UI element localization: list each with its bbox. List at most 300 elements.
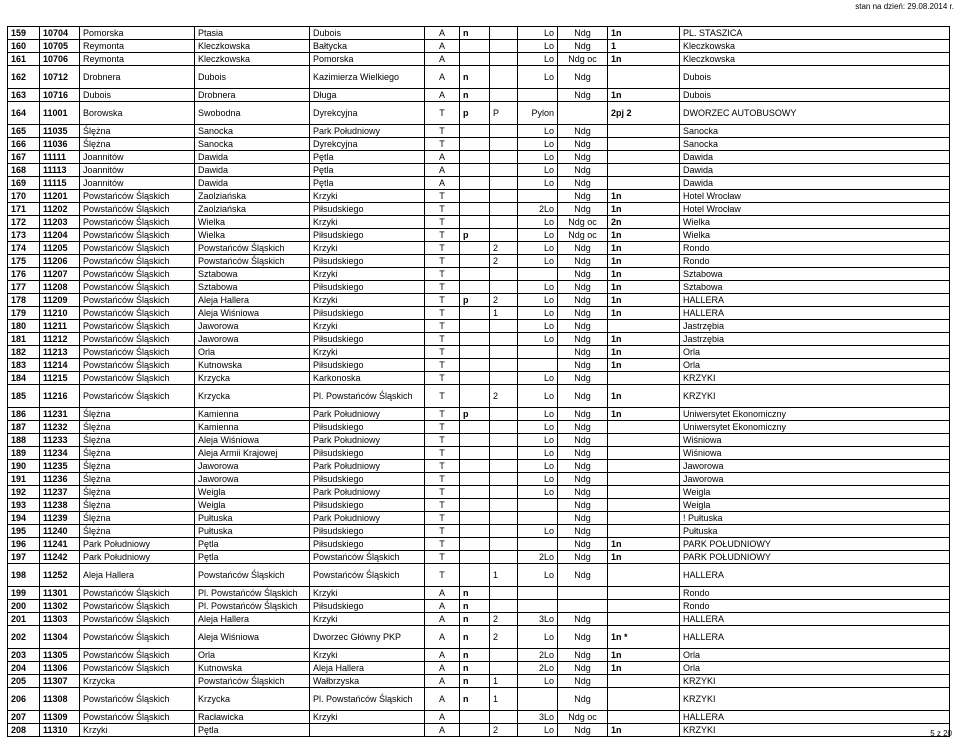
- cell-street: Ślężna: [80, 408, 195, 421]
- cell-lo: Lo: [518, 53, 558, 66]
- cell-type: T: [425, 359, 460, 372]
- cell-lo: 3Lo: [518, 711, 558, 724]
- cell-p-flag: [490, 600, 518, 613]
- table-row: [8, 89, 950, 102]
- cell-stop-name: Rondo: [680, 587, 950, 600]
- cell-type: T: [425, 473, 460, 486]
- cell-row-number: 164: [8, 102, 40, 125]
- cell-row-number: 207: [8, 711, 40, 724]
- cell-p-flag: [490, 216, 518, 229]
- cell-count: [608, 125, 680, 138]
- cell-street: Ślężna: [80, 512, 195, 525]
- cell-count: 1n: [608, 649, 680, 662]
- cell-direction: Krzyki: [310, 320, 425, 333]
- cell-stop-name: Pułtuska: [680, 525, 950, 538]
- cell-stop-code: 11305: [40, 649, 80, 662]
- cell-stop-name: Wielka: [680, 216, 950, 229]
- cell-count: 1n: [608, 307, 680, 320]
- cell-row-number: 170: [8, 190, 40, 203]
- cell-stop-name: Kleczkowska: [680, 40, 950, 53]
- cell-stop-name: Wielka: [680, 229, 950, 242]
- cell-stop-name: KRZYKI: [680, 724, 950, 737]
- table-row: [8, 27, 950, 40]
- cell-ndg: Ndg: [558, 688, 608, 711]
- cell-count: [608, 525, 680, 538]
- cell-stop-code: 11036: [40, 138, 80, 151]
- cell-row-number: 162: [8, 66, 40, 89]
- cell-lo: Lo: [518, 125, 558, 138]
- cell-row-number: 189: [8, 447, 40, 460]
- cell-type: T: [425, 102, 460, 125]
- cell-p-flag: [490, 229, 518, 242]
- cell-count: 1n: [608, 89, 680, 102]
- cell-count: [608, 675, 680, 688]
- cell-n-flag: n: [460, 613, 490, 626]
- cell-stop-name: Dawida: [680, 177, 950, 190]
- cell-stop-name: Dubois: [680, 89, 950, 102]
- cell-street: Aleja Hallera: [80, 564, 195, 587]
- cell-lo: Lo: [518, 216, 558, 229]
- cell-lo: 2Lo: [518, 203, 558, 216]
- table-row: [8, 346, 950, 359]
- cell-row-number: 194: [8, 512, 40, 525]
- cell-stop-name: Orla: [680, 649, 950, 662]
- cell-cross-street: Kamienna: [195, 408, 310, 421]
- cell-lo: [518, 499, 558, 512]
- cell-ndg: Ndg: [558, 27, 608, 40]
- cell-ndg: Ndg: [558, 164, 608, 177]
- cell-p-flag: [490, 320, 518, 333]
- cell-count: 1n: [608, 229, 680, 242]
- cell-row-number: 196: [8, 538, 40, 551]
- cell-n-flag: [460, 242, 490, 255]
- cell-stop-name: Hotel Wrocław: [680, 190, 950, 203]
- cell-lo: Lo: [518, 27, 558, 40]
- cell-street: Powstańców Śląskich: [80, 626, 195, 649]
- cell-p-flag: [490, 649, 518, 662]
- cell-row-number: 179: [8, 307, 40, 320]
- cell-n-flag: [460, 177, 490, 190]
- cell-count: [608, 600, 680, 613]
- cell-n-flag: [460, 473, 490, 486]
- table-row: [8, 486, 950, 499]
- cell-count: 1n: [608, 294, 680, 307]
- cell-ndg: Ndg: [558, 421, 608, 434]
- cell-count: 1n: [608, 333, 680, 346]
- cell-direction: Dyrekcyjna: [310, 138, 425, 151]
- cell-street: Powstańców Śląskich: [80, 372, 195, 385]
- table-row: [8, 102, 950, 125]
- cell-count: [608, 447, 680, 460]
- cell-row-number: 188: [8, 434, 40, 447]
- cell-n-flag: [460, 551, 490, 564]
- cell-count: [608, 512, 680, 525]
- cell-stop-name: Sztabowa: [680, 268, 950, 281]
- cell-ndg: Ndg: [558, 434, 608, 447]
- cell-direction: Krzyki: [310, 190, 425, 203]
- table-row: [8, 675, 950, 688]
- cell-lo: Lo: [518, 229, 558, 242]
- cell-count: [608, 372, 680, 385]
- table-row: [8, 125, 950, 138]
- cell-ndg: Ndg: [558, 307, 608, 320]
- cell-direction: Piłsudskiego: [310, 600, 425, 613]
- cell-cross-street: Jaworowa: [195, 320, 310, 333]
- cell-lo: Lo: [518, 66, 558, 89]
- cell-row-number: 192: [8, 486, 40, 499]
- cell-lo: Lo: [518, 177, 558, 190]
- cell-p-flag: 1: [490, 675, 518, 688]
- cell-count: [608, 66, 680, 89]
- cell-stop-name: Rondo: [680, 600, 950, 613]
- table-row: [8, 255, 950, 268]
- cell-direction: Park Południowy: [310, 125, 425, 138]
- cell-lo: 2Lo: [518, 649, 558, 662]
- cell-cross-street: Aleja Wiśniowa: [195, 626, 310, 649]
- cell-stop-name: Orla: [680, 346, 950, 359]
- cell-street: Joannitów: [80, 151, 195, 164]
- cell-p-flag: [490, 53, 518, 66]
- cell-street: Powstańców Śląskich: [80, 359, 195, 372]
- cell-p-flag: [490, 512, 518, 525]
- cell-type: T: [425, 408, 460, 421]
- cell-street: Ślężna: [80, 434, 195, 447]
- cell-lo: [518, 538, 558, 551]
- date-note: stan na dzień: 29.08.2014 r.: [855, 2, 954, 11]
- cell-n-flag: [460, 40, 490, 53]
- cell-n-flag: [460, 333, 490, 346]
- cell-row-number: 201: [8, 613, 40, 626]
- cell-stop-code: 11233: [40, 434, 80, 447]
- cell-lo: Lo: [518, 408, 558, 421]
- cell-p-flag: [490, 346, 518, 359]
- cell-lo: Lo: [518, 151, 558, 164]
- cell-n-flag: [460, 447, 490, 460]
- cell-p-flag: [490, 203, 518, 216]
- cell-direction: Długa: [310, 89, 425, 102]
- cell-cross-street: Kutnowska: [195, 662, 310, 675]
- cell-ndg: Ndg oc: [558, 53, 608, 66]
- cell-p-flag: [490, 27, 518, 40]
- cell-p-flag: 1: [490, 307, 518, 320]
- table-row: [8, 587, 950, 600]
- cell-ndg: Ndg oc: [558, 216, 608, 229]
- cell-type: T: [425, 294, 460, 307]
- cell-row-number: 161: [8, 53, 40, 66]
- table-row: [8, 320, 950, 333]
- cell-n-flag: [460, 125, 490, 138]
- cell-ndg: Ndg: [558, 66, 608, 89]
- cell-stop-code: 11238: [40, 499, 80, 512]
- table-row: [8, 473, 950, 486]
- cell-direction: Krzyki: [310, 294, 425, 307]
- cell-stop-code: 11307: [40, 675, 80, 688]
- cell-count: [608, 688, 680, 711]
- cell-street: Powstańców Śląskich: [80, 649, 195, 662]
- cell-direction: Krzyki: [310, 346, 425, 359]
- cell-row-number: 186: [8, 408, 40, 421]
- cell-ndg: Ndg: [558, 564, 608, 587]
- table-row: [8, 525, 950, 538]
- table-row: [8, 434, 950, 447]
- cell-ndg: Ndg oc: [558, 711, 608, 724]
- cell-row-number: 184: [8, 372, 40, 385]
- cell-count: [608, 434, 680, 447]
- cell-direction: Krzyki: [310, 649, 425, 662]
- cell-stop-name: KRZYKI: [680, 372, 950, 385]
- cell-stop-name: Dawida: [680, 164, 950, 177]
- cell-type: A: [425, 164, 460, 177]
- cell-p-flag: 2: [490, 242, 518, 255]
- cell-ndg: Ndg: [558, 359, 608, 372]
- cell-count: 1n: [608, 724, 680, 737]
- cell-row-number: 173: [8, 229, 40, 242]
- cell-stop-name: Rondo: [680, 242, 950, 255]
- cell-lo: [518, 359, 558, 372]
- cell-count: 1n: [608, 242, 680, 255]
- cell-ndg: Ndg: [558, 538, 608, 551]
- cell-count: [608, 711, 680, 724]
- cell-ndg: Ndg: [558, 662, 608, 675]
- cell-n-flag: [460, 268, 490, 281]
- cell-cross-street: Racławicka: [195, 711, 310, 724]
- cell-p-flag: 2: [490, 294, 518, 307]
- cell-row-number: 181: [8, 333, 40, 346]
- table-row: [8, 711, 950, 724]
- table-row: [8, 359, 950, 372]
- table-body: [8, 27, 950, 737]
- cell-type: A: [425, 724, 460, 737]
- cell-lo: Lo: [518, 460, 558, 473]
- cell-stop-code: 11210: [40, 307, 80, 320]
- cell-street: Powstańców Śląskich: [80, 190, 195, 203]
- cell-lo: Lo: [518, 320, 558, 333]
- table-row: [8, 613, 950, 626]
- cell-p-flag: [490, 138, 518, 151]
- cell-cross-street: Pętla: [195, 538, 310, 551]
- cell-cross-street: Swobodna: [195, 102, 310, 125]
- cell-ndg: [558, 102, 608, 125]
- cell-lo: [518, 600, 558, 613]
- cell-lo: [518, 89, 558, 102]
- cell-cross-street: Kutnowska: [195, 359, 310, 372]
- cell-street: Ślężna: [80, 447, 195, 460]
- cell-stop-name: Jaworowa: [680, 473, 950, 486]
- cell-n-flag: [460, 372, 490, 385]
- table-row: [8, 40, 950, 53]
- cell-direction: Piłsudskiego: [310, 359, 425, 372]
- table-row: [8, 649, 950, 662]
- cell-direction: Park Południowy: [310, 434, 425, 447]
- cell-stop-code: 11216: [40, 385, 80, 408]
- cell-p-flag: 2: [490, 385, 518, 408]
- table-row: [8, 564, 950, 587]
- cell-row-number: 198: [8, 564, 40, 587]
- cell-stop-code: 11309: [40, 711, 80, 724]
- cell-stop-name: DWORZEC AUTOBUSOWY: [680, 102, 950, 125]
- cell-direction: Piłsudskiego: [310, 229, 425, 242]
- cell-stop-code: 11211: [40, 320, 80, 333]
- cell-type: T: [425, 551, 460, 564]
- cell-stop-code: 11001: [40, 102, 80, 125]
- cell-cross-street: Zaolziańska: [195, 203, 310, 216]
- cell-count: 1n: [608, 268, 680, 281]
- cell-ndg: Ndg: [558, 294, 608, 307]
- cell-row-number: 166: [8, 138, 40, 151]
- cell-street: Krzycka: [80, 675, 195, 688]
- cell-ndg: Ndg: [558, 125, 608, 138]
- cell-stop-name: Dawida: [680, 151, 950, 164]
- cell-ndg: [558, 587, 608, 600]
- cell-stop-code: 10706: [40, 53, 80, 66]
- cell-lo: Lo: [518, 372, 558, 385]
- table-row: [8, 662, 950, 675]
- cell-n-flag: [460, 164, 490, 177]
- table-row: [8, 447, 950, 460]
- page-number: 5 z 20: [930, 729, 952, 738]
- cell-p-flag: [490, 499, 518, 512]
- cell-p-flag: [490, 662, 518, 675]
- cell-direction: Pl. Powstańców Śląskich: [310, 688, 425, 711]
- cell-row-number: 165: [8, 125, 40, 138]
- cell-street: Ślężna: [80, 486, 195, 499]
- cell-lo: 3Lo: [518, 613, 558, 626]
- cell-stop-name: PL. STASZICA: [680, 27, 950, 40]
- cell-stop-name: HALLERA: [680, 307, 950, 320]
- cell-direction: Krzyki: [310, 587, 425, 600]
- cell-count: [608, 164, 680, 177]
- cell-p-flag: 2: [490, 626, 518, 649]
- cell-n-flag: p: [460, 408, 490, 421]
- table-row: [8, 190, 950, 203]
- cell-direction: Piłsudskiego: [310, 333, 425, 346]
- cell-cross-street: Powstańców Śląskich: [195, 675, 310, 688]
- cell-street: Ślężna: [80, 138, 195, 151]
- cell-ndg: Ndg: [558, 320, 608, 333]
- cell-row-number: 208: [8, 724, 40, 737]
- cell-stop-name: Uniwersytet Ekonomiczny: [680, 408, 950, 421]
- cell-ndg: Ndg: [558, 525, 608, 538]
- cell-type: T: [425, 268, 460, 281]
- cell-count: 1n: [608, 203, 680, 216]
- cell-n-flag: n: [460, 688, 490, 711]
- cell-p-flag: [490, 408, 518, 421]
- cell-stop-name: KRZYKI: [680, 688, 950, 711]
- cell-n-flag: n: [460, 662, 490, 675]
- cell-n-flag: n: [460, 600, 490, 613]
- cell-cross-street: Zaolziańska: [195, 190, 310, 203]
- table-row: [8, 538, 950, 551]
- cell-n-flag: [460, 499, 490, 512]
- cell-cross-street: Krzycka: [195, 385, 310, 408]
- cell-street: Ślężna: [80, 473, 195, 486]
- cell-type: A: [425, 53, 460, 66]
- cell-type: T: [425, 512, 460, 525]
- cell-stop-name: Jaworowa: [680, 460, 950, 473]
- cell-street: Powstańców Śląskich: [80, 320, 195, 333]
- cell-direction: [310, 724, 425, 737]
- cell-ndg: Ndg: [558, 346, 608, 359]
- cell-stop-name: Sztabowa: [680, 281, 950, 294]
- cell-lo: Lo: [518, 473, 558, 486]
- cell-p-flag: [490, 372, 518, 385]
- table-row: [8, 333, 950, 346]
- cell-ndg: Ndg: [558, 89, 608, 102]
- cell-p-flag: [490, 164, 518, 177]
- cell-stop-code: 11212: [40, 333, 80, 346]
- cell-n-flag: n: [460, 27, 490, 40]
- cell-direction: Aleja Hallera: [310, 662, 425, 675]
- cell-street: Drobnera: [80, 66, 195, 89]
- cell-lo: [518, 587, 558, 600]
- cell-stop-name: HALLERA: [680, 564, 950, 587]
- table-row: [8, 626, 950, 649]
- cell-street: Powstańców Śląskich: [80, 229, 195, 242]
- cell-n-flag: [460, 151, 490, 164]
- cell-cross-street: Krzycka: [195, 372, 310, 385]
- cell-p-flag: [490, 447, 518, 460]
- cell-direction: Dyrekcyjna: [310, 102, 425, 125]
- cell-n-flag: [460, 320, 490, 333]
- cell-lo: Lo: [518, 626, 558, 649]
- table-row: [8, 385, 950, 408]
- cell-row-number: 190: [8, 460, 40, 473]
- cell-p-flag: 2: [490, 255, 518, 268]
- cell-p-flag: 1: [490, 564, 518, 587]
- cell-cross-street: Kamienna: [195, 421, 310, 434]
- cell-row-number: 180: [8, 320, 40, 333]
- cell-ndg: Ndg: [558, 613, 608, 626]
- cell-type: A: [425, 675, 460, 688]
- cell-stop-code: 11301: [40, 587, 80, 600]
- cell-street: Powstańców Śląskich: [80, 600, 195, 613]
- cell-stop-name: Hotel Wrocław: [680, 203, 950, 216]
- cell-stop-code: 10716: [40, 89, 80, 102]
- cell-direction: Pomorska: [310, 53, 425, 66]
- cell-ndg: Ndg: [558, 138, 608, 151]
- cell-p-flag: [490, 538, 518, 551]
- cell-direction: Pętla: [310, 164, 425, 177]
- cell-lo: Lo: [518, 281, 558, 294]
- cell-direction: Piłsudskiego: [310, 421, 425, 434]
- cell-stop-code: 11304: [40, 626, 80, 649]
- cell-n-flag: [460, 281, 490, 294]
- cell-lo: 2Lo: [518, 551, 558, 564]
- cell-p-flag: [490, 460, 518, 473]
- cell-lo: 2Lo: [518, 662, 558, 675]
- cell-type: A: [425, 40, 460, 53]
- cell-stop-code: 11204: [40, 229, 80, 242]
- cell-stop-code: 11240: [40, 525, 80, 538]
- cell-count: 1n: [608, 662, 680, 675]
- cell-ndg: Ndg: [558, 408, 608, 421]
- cell-row-number: 159: [8, 27, 40, 40]
- cell-ndg: Ndg: [558, 626, 608, 649]
- cell-stop-code: 11111: [40, 151, 80, 164]
- cell-type: A: [425, 151, 460, 164]
- cell-n-flag: [460, 307, 490, 320]
- cell-stop-name: HALLERA: [680, 613, 950, 626]
- cell-type: A: [425, 177, 460, 190]
- cell-n-flag: n: [460, 89, 490, 102]
- cell-direction: Piłsudskiego: [310, 203, 425, 216]
- table-row: [8, 138, 950, 151]
- cell-lo: Lo: [518, 255, 558, 268]
- cell-street: Ślężna: [80, 499, 195, 512]
- cell-lo: [518, 512, 558, 525]
- cell-row-number: 203: [8, 649, 40, 662]
- cell-n-flag: [460, 525, 490, 538]
